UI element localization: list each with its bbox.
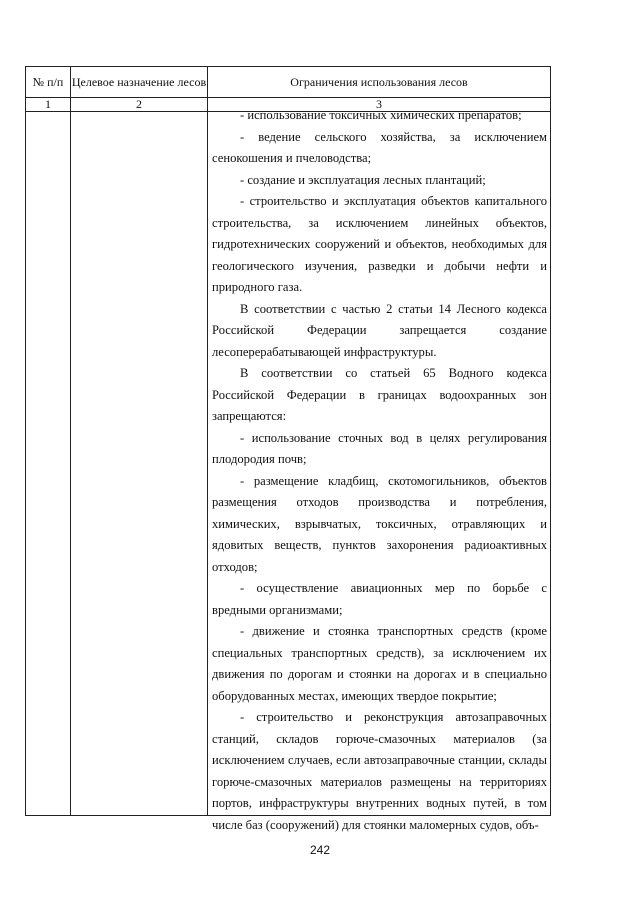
page-number: 242: [309, 843, 331, 857]
paragraph: В соответствии со статьей 65 Водного кодекса Российской Федерации в границах водоохранных зон запрещаются:: [212, 366, 547, 423]
column-number-2: 2: [71, 98, 208, 112]
paragraph: - осуществление авиационных мер по борьбе с вредными организмами;: [212, 581, 547, 617]
paragraph: - ведение сельского хозяйства, за исключением сенокошения и пчеловодства;: [212, 129, 547, 165]
header-row: [26, 67, 551, 98]
header-restrictions: Ограничения использования лесов: [208, 67, 551, 98]
column-number-3: 3: [208, 98, 551, 112]
paragraph: В соответствии с частью 2 статьи 14 Лесного кодекса Российской Федерации запрещается создание лесоперерабатывающей инфраструктуры.: [212, 301, 547, 359]
paragraph: - создание и эксплуатация лесных плантаций;: [240, 172, 486, 187]
column-number-1: 1: [26, 98, 71, 112]
restrictions-table: [25, 66, 551, 832]
restrictions-cell: [208, 108, 551, 832]
paragraph: - размещение кладбищ, скотомогильников, объектов размещения отходов производства и потребления, химических, взрывчатых, токсичных, отравляющих и ядовитых веществ, пунктов захоронения радиоактивных отходов;: [212, 473, 547, 574]
paragraph: - использование сточных вод в целях регулирования плодородия почв;: [212, 430, 547, 466]
paragraph: - строительство и эксплуатация объектов капитального строительства, за исключением линейных объектов, гидротехнических сооружений и объектов, необходимых для геологического изучения, разведки и добычи нефти и природного газа.: [212, 194, 547, 294]
empty-purpose-cell: [71, 112, 208, 816]
header-num: № п/п: [26, 67, 71, 98]
paragraph: - движение и стоянка транспортных средств (кроме специальных транспортных средств), за исключением их движения по дорогам и стоянки на дорогах и в специально оборудованных местах, имеющих твердое покрытие;: [212, 624, 547, 703]
empty-num-cell: [26, 112, 71, 816]
header-purpose: Целевое назначение лесов: [71, 67, 208, 98]
content-row: [26, 112, 551, 816]
paragraph: - строительство и реконструкция автозаправочных станций, складов горюче-смазочных материалов (за исключением случаев, если автозаправочные станции, склады горюче-смазочных материалов размещены на территориях портов, инфраструктуры внутренних водных путей, в том числе баз (сооружений) для стоянки маломерных судов, объ-: [212, 710, 547, 832]
paragraph: - использование токсичных химических препаратов;: [240, 108, 522, 122]
restrictions-text: [208, 105, 551, 836]
